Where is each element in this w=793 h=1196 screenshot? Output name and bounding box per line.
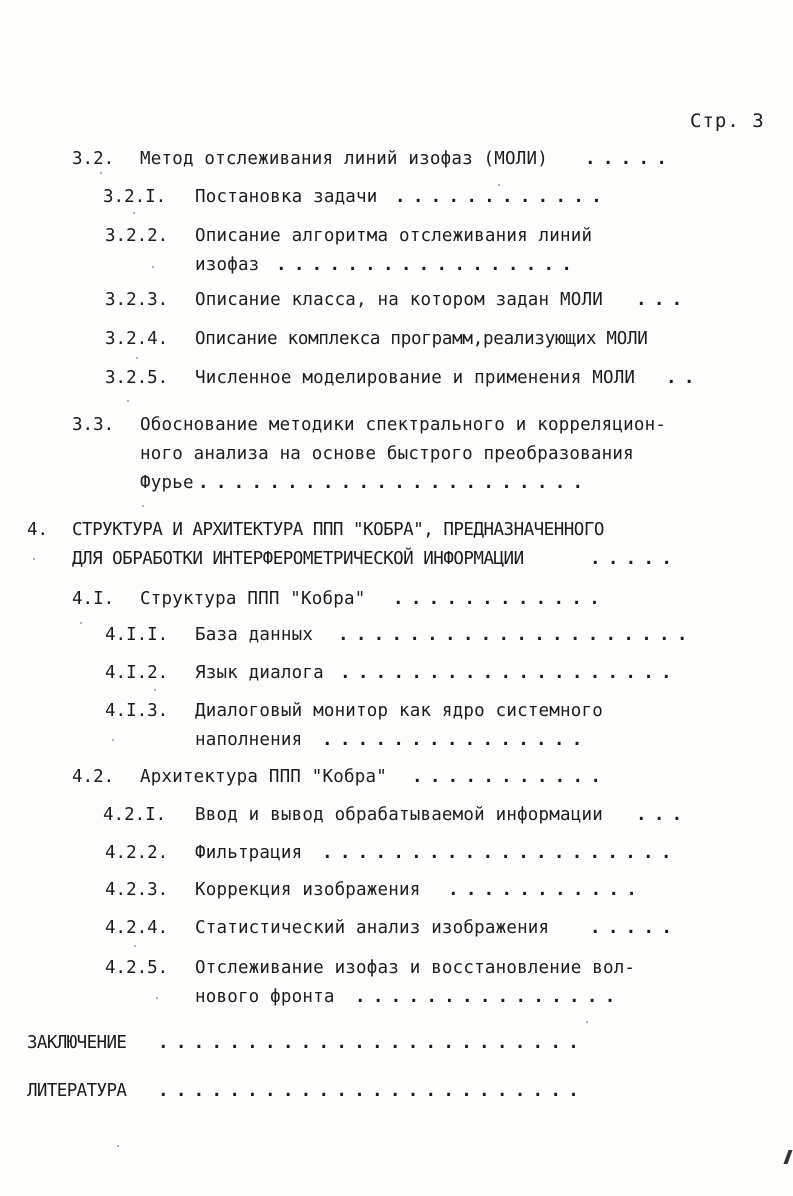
toc-leader-dots: ..... <box>590 549 680 569</box>
toc-number: 3.2.2. <box>105 226 169 246</box>
toc-leader-dots: .................... <box>322 843 679 863</box>
page-number: Стр. 3 <box>690 110 765 132</box>
toc-leader-dots: ........... <box>412 767 609 787</box>
toc-title: Постановка задачи <box>195 187 378 207</box>
toc-number: 3.2.I. <box>103 187 167 207</box>
toc-number: 4.I. <box>72 589 115 609</box>
scan-speck <box>154 689 156 691</box>
toc-number: 4.2.2. <box>105 843 169 863</box>
toc-title: Статистический анализ изображения <box>195 918 550 938</box>
toc-title-continued: нового фронта <box>195 987 335 1007</box>
toc-number: 3.3. <box>72 415 115 435</box>
toc-leader-dots: ... <box>636 290 690 310</box>
toc-leader-dots: ... <box>636 805 690 825</box>
scan-speck <box>80 622 82 624</box>
scan-speck <box>33 558 35 560</box>
toc-title: Описание алгоритма отслеживания линий <box>195 226 593 246</box>
toc-title: Описание класса, на котором задан МОЛИ <box>195 290 603 310</box>
toc-title: СТРУКТУРА И АРХИТЕКТУРА ППП "КОБРА", ПРЕДНАЗНАЧЕННОГО <box>72 520 604 540</box>
toc-number: 4.2.I. <box>103 805 167 825</box>
scan-speck <box>136 357 138 359</box>
toc-title: Обоснование методики спектрального и корреляцион- <box>140 415 667 435</box>
scan-speck <box>586 1021 588 1023</box>
toc-title: Диалоговый монитор как ядро системного <box>195 701 603 721</box>
toc-leader-dots: ............ <box>395 187 610 207</box>
scan-speck <box>498 184 500 186</box>
scan-speck <box>127 400 129 402</box>
toc-number: 4.I.I. <box>105 625 169 645</box>
scan-speck <box>117 1145 119 1147</box>
scan-edge-mark <box>783 1150 792 1164</box>
toc-number: 4.2.3. <box>105 880 169 900</box>
toc-number: 3.2. <box>72 149 115 169</box>
toc-title-continued: Фурье <box>140 473 194 493</box>
toc-title: ЗАКЛЮЧЕНИЕ <box>27 1033 127 1053</box>
toc-number: 4.2.5. <box>105 958 169 978</box>
toc-title: ЛИТЕРАТУРА <box>27 1081 127 1101</box>
toc-number: 3.2.4. <box>105 329 169 349</box>
toc-title: Коррекция изображения <box>195 880 421 900</box>
toc-title: Описание комплекса программ,реализующих МОЛИ <box>195 329 648 349</box>
toc-title-continued: ДЛЯ ОБРАБОТКИ ИНТЕРФЕРОМЕТРИЧЕСКОЙ ИНФОРМАЦИИ <box>72 549 524 569</box>
toc-number: 4.I.3. <box>105 701 169 721</box>
toc-leader-dots: ...................... <box>198 473 591 493</box>
toc-title-continued: наполнения <box>195 730 303 750</box>
toc-leader-dots: ............... <box>355 987 623 1007</box>
toc-number: 4.I.2. <box>105 663 169 683</box>
toc-number: 4.2.4. <box>105 918 169 938</box>
toc-number: 4.2. <box>72 767 115 787</box>
toc-number: 3.2.3. <box>105 290 169 310</box>
scan-speck <box>152 266 154 268</box>
toc-leader-dots: ........................ <box>158 1081 587 1101</box>
toc-leader-dots: ........................ <box>158 1033 587 1053</box>
toc-leader-dots: ..... <box>585 149 675 169</box>
toc-leader-dots: ........... <box>448 880 645 900</box>
toc-leader-dots: ............... <box>322 730 590 750</box>
scan-speck <box>100 172 102 174</box>
toc-leader-dots: ................. <box>276 255 580 275</box>
scan-speck <box>134 945 136 947</box>
scan-speck <box>112 739 114 741</box>
toc-title: Структура ППП "Кобра" <box>140 589 366 609</box>
toc-title: Численное моделирование и применения МОЛИ <box>195 368 636 388</box>
toc-title-continued: ного анализа на основе быстрого преобразования <box>140 444 634 464</box>
toc-leader-dots: ..... <box>590 918 680 938</box>
toc-title: Метод отслеживания линий изофаз (МОЛИ) <box>140 149 548 169</box>
toc-leader-dots: ................... <box>340 663 679 683</box>
toc-leader-dots: .. <box>666 368 702 388</box>
scan-speck <box>156 997 158 999</box>
toc-leader-dots: ............ <box>393 589 608 609</box>
toc-number: 4. <box>27 520 49 540</box>
toc-title: Архитектура ППП "Кобра" <box>140 767 387 787</box>
toc-title: Язык диалога <box>195 663 324 683</box>
scan-speck <box>142 505 144 507</box>
toc-title: Фильтрация <box>195 843 303 863</box>
scan-speck <box>133 212 135 214</box>
toc-number: 3.2.5. <box>105 368 169 388</box>
toc-title: Ввод и вывод обрабатываемой информации <box>195 805 603 825</box>
toc-leader-dots: .................... <box>338 625 695 645</box>
toc-title: База данных <box>195 625 314 645</box>
toc-title-continued: изофаз <box>195 255 260 275</box>
toc-title: Отслеживание изофаз и восстановление вол- <box>195 958 636 978</box>
